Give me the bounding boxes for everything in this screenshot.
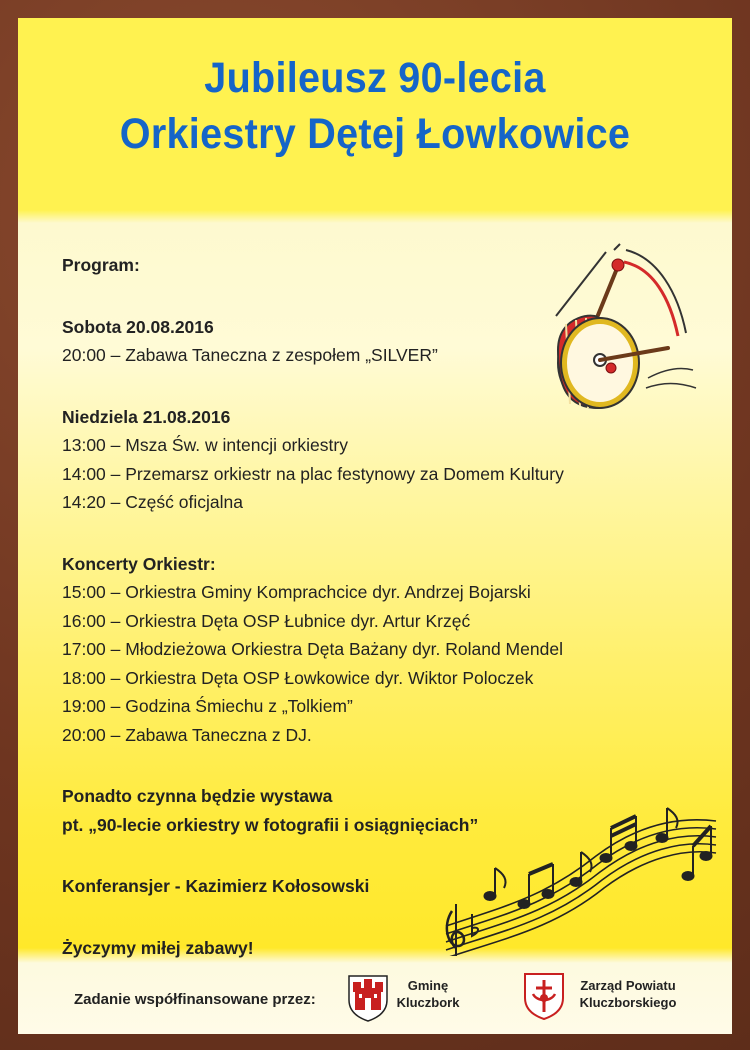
poster xyxy=(18,18,732,1034)
powiat-crest-icon xyxy=(523,972,565,1020)
list-item: 20:00 – Zabawa Taneczna z zespołem „SILVER” xyxy=(62,345,438,365)
list-item: 14:20 – Część oficjalna xyxy=(62,492,243,512)
list-item: 20:00 – Zabawa Taneczna z DJ. xyxy=(62,724,312,745)
title-line-1: Jubileusz 90-lecia xyxy=(204,54,546,102)
sponsor-gmina: Gminę Kluczbork xyxy=(396,978,460,1010)
poster-title xyxy=(47,50,704,162)
title-line-2: Orkiestry Dętej Łowkowice xyxy=(119,110,631,158)
list-item: 14:00 – Przemarsz orkiestr na plac festynowy za Domem Kultury xyxy=(62,463,564,484)
host-line: Konferansjer - Kazimierz Kołosowski xyxy=(62,876,370,896)
list-item: 13:00 – Msza Św. w intencji orkiestry xyxy=(62,435,348,455)
exhibition-line-2: pt. „90-lecie orkiestry w fotografii i osiągnięciach” xyxy=(62,814,479,835)
list-item: 17:00 – Młodzieżowa Orkiestra Dęta Bażany dyr. Roland Mendel xyxy=(62,639,563,659)
footer xyxy=(18,963,732,1034)
sponsor-powiat: Zarząd Powiatu Kluczborskiego xyxy=(579,978,677,1010)
exhibition-line-1: Ponadto czynna będzie wystawa xyxy=(62,786,333,806)
list-item: 16:00 – Orkiestra Dęta OSP Łubnice dyr. Artur Krzęć xyxy=(62,610,471,631)
music-notes-icon xyxy=(426,786,726,956)
cofinanced-label: Zadanie współfinansowane przez: xyxy=(74,991,316,1008)
kluczbork-crest-icon xyxy=(347,974,389,1022)
sunday-heading: Niedziela 21.08.2016 xyxy=(62,406,231,427)
list-item: 18:00 – Orkiestra Dęta OSP Łowkowice dyr. Wiktor Poloczek xyxy=(62,667,534,688)
list-item: 19:00 – Godzina Śmiechu z „Tolkiem” xyxy=(62,696,353,716)
program-heading: Program: xyxy=(62,255,140,275)
saturday-heading: Sobota 20.08.2016 xyxy=(62,316,214,337)
concerts-heading: Koncerty Orkiestr: xyxy=(62,553,216,574)
list-item: 15:00 – Orkiestra Gminy Komprachcice dyr. Andrzej Bojarski xyxy=(62,582,531,602)
wish-line: Życzymy miłej zabawy! xyxy=(62,937,254,958)
